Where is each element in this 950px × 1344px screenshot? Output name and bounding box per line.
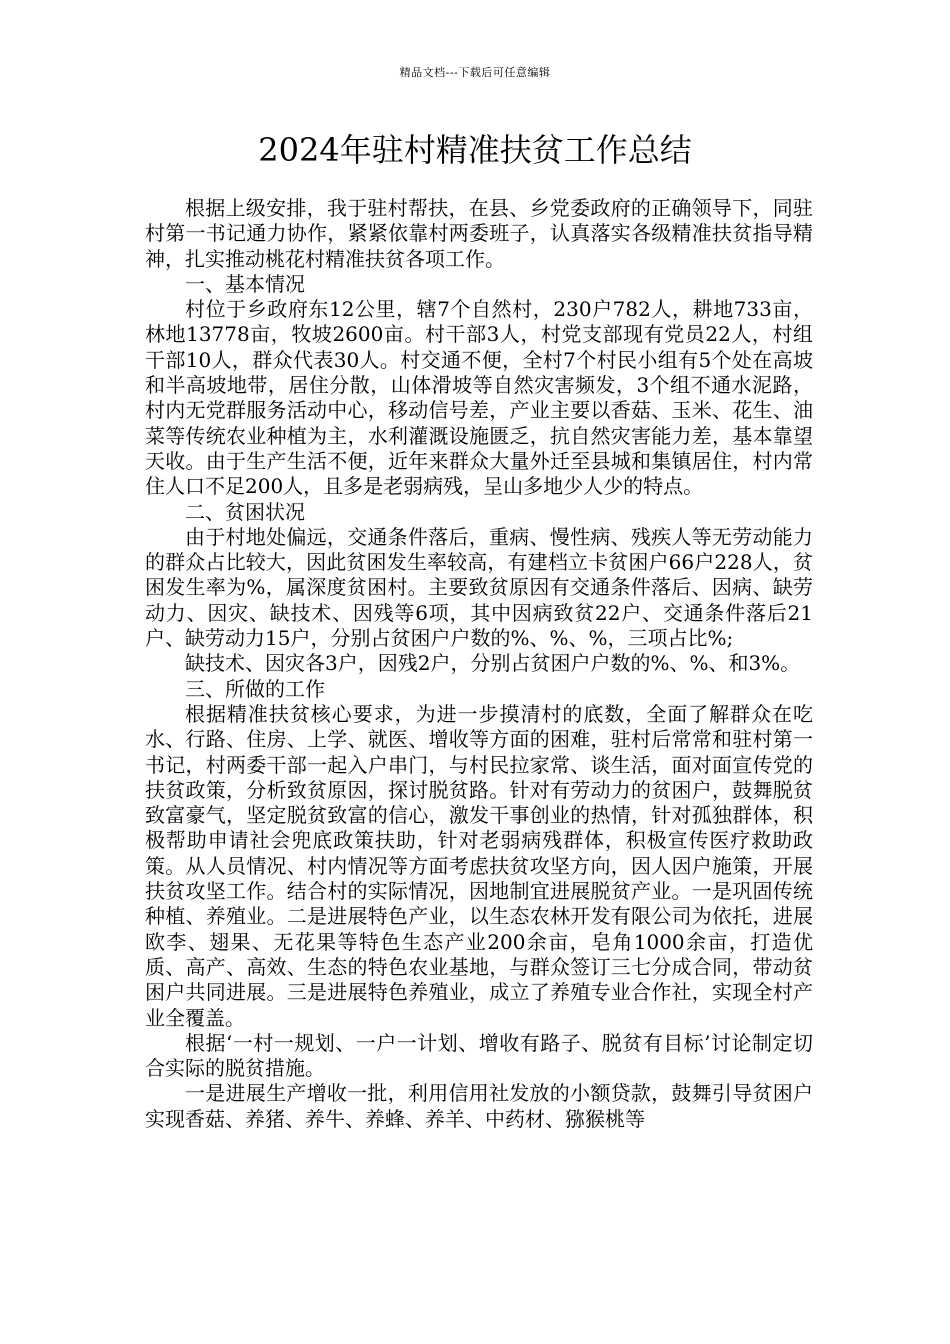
section-heading-poverty-status: 二、贫困状况 [185,499,305,524]
paragraph-measure-one: 一是进展生产增收一批，利用信用社发放的小额贷款，鼓舞引导贫困户实现香菇、养猪、养牛、养蜂、养羊、中药材、猕猴桃等 [145,1081,813,1131]
paragraph-planning: 根据‘一村一规划、一户一计划、增收有路子、脱贫有目标’讨论制定切合实际的脱贫措施。 [145,1030,813,1081]
section-heading-basic-situation: 一、基本情况 [185,271,305,296]
paragraph-work-done: 根据精准扶贫核心要求，为进一步摸清村的底数，全面了解群众在吃水、行路、住房、上学、就医、增收等方面的困难，驻村后常常和驻村第一书记，村两委干部一起入户串门，与村民拉家常、谈生活，面对面宣传党的扶贫政策，分析致贫原因，探讨脱贫路。针对有劳动力的贫困户，鼓舞脱贫致富豪气，坚定脱贫致富的信心，激发干事创业的热情，针对孤独群体，积极帮助申请社会兜底政策扶助，针对老弱病残群体，积极宣传医疗救助政策。从人员情况、村内情况等方面考虑扶贫攻坚方向，因人因户施策，开展扶贫攻坚工作。结合村的实际情况，因地制宜进展脱贫产业。一是巩固传统种植、养殖业。二是进展特色产业，以生态农林开发有限公司为依托，进展欧李、翅果、无花果等特色生态产业200余亩，皂角1000余亩，打造优质、高产、高效、生态的特色农业基地，与群众签订三七分成合同，带动贫困户共同进展。三是进展特色养殖业，成立了养殖专业合作社，实现全村产业全覆盖。 [145,701,813,1030]
page-header: 精品文档---下载后可任意编辑 [399,66,551,79]
paragraph-poverty-status: 由于村地处偏远，交通条件落后，重病、慢性病、残疾人等无劳动能力的群众占比较大，因此贫困发生率较高，有建档立卡贫困户66户228人，贫困发生率为%，属深度贫困村。主要致贫原因有交通条件落后、因病、缺劳动力、因灾、缺技术、因残等6项，其中因病致贫22户、交通条件落后21户、缺劳动力15户，分别占贫困户户数的%、%、%，三项占比%; [145,524,813,651]
document-body [145,196,813,1132]
paragraph-poverty-status-continued: 缺技术、因灾各3户，因残2户，分别占贫困户户数的%、%、和3%。 [185,651,801,676]
paragraph-basic-situation: 村位于乡政府东12公里，辖7个自然村，230户782人，耕地733亩，林地13778亩，牧坡2600亩。村干部3人，村党支部现有党员22人，村组干部10人，群众代表30人。村交通不便，全村7个村民小组有5个处在高坡和半高坡地带，居住分散，山体滑坡等自然灾害频发，3个组不通水泥路，村内无党群服务活动中心，移动信号差，产业主要以香菇、玉米、花生、油菜等传统农业种植为主，水利灌溉设施匮乏，抗自然灾害能力差，基本靠望天收。由于生产生活不便，近年来群众大量外迁至县城和集镇居住，村内常住人口不足200人，且多是老弱病残，呈山多地少人少的特点。 [145,297,813,499]
section-heading-work-done: 三、所做的工作 [185,676,325,701]
paragraph-intro: 根据上级安排，我于驻村帮扶，在县、乡党委政府的正确领导下，同驻村第一书记通力协作，紧紧依靠村两委班子，认真落实各级精准扶贫指导精神，扎实推动桃花村精准扶贫各项工作。 [145,196,813,271]
document-title: 2024年驻村精准扶贫工作总结 [258,131,692,169]
